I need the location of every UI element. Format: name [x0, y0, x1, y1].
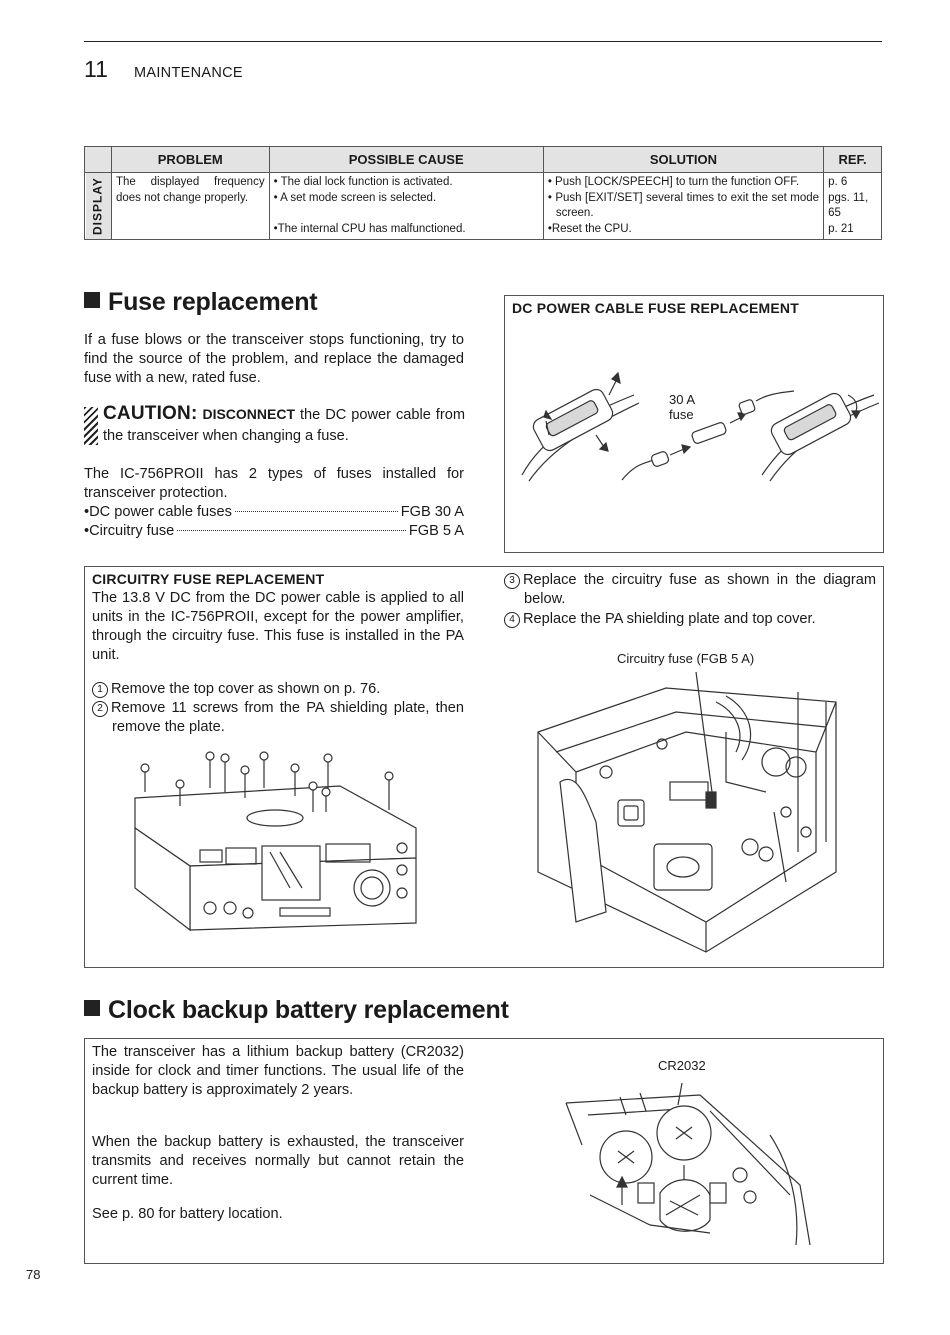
circuitry-box-title: CIRCUITRY FUSE REPLACEMENT	[92, 571, 325, 587]
chapter-number: 11	[84, 56, 108, 82]
solution-3: •Reset the CPU.	[547, 222, 632, 235]
transceiver-diagram	[130, 748, 430, 948]
ref-3: p. 21	[828, 222, 854, 235]
group-label-display: DISPLAY	[85, 173, 112, 240]
col-header-ref: REF.	[824, 147, 882, 173]
header-rule	[84, 41, 882, 42]
ref-2: pgs. 11, 65	[828, 191, 869, 219]
dc-fuse-diagram	[504, 295, 882, 551]
problem-cell: The displayed frequency does not change properly.	[111, 173, 269, 240]
heading-square-icon	[84, 292, 100, 308]
step-2: 2 Remove 11 screws from the PA shielding plate, then remove the plate.	[92, 699, 464, 737]
step-4: 4 Replace the PA shielding plate and top cover.	[504, 610, 876, 629]
fuse-list	[84, 503, 464, 541]
ref-cell	[824, 173, 882, 240]
caution-hatch-icon	[84, 407, 98, 445]
step-number: 4	[504, 612, 520, 628]
caution-body: the DC power cable from the transceiver when changing a fuse.	[103, 407, 465, 444]
ref-1: p. 6	[828, 176, 848, 188]
table-corner	[85, 147, 112, 173]
col-header-cause: POSSIBLE CAUSE	[269, 147, 543, 173]
page-number: 78	[26, 1267, 41, 1282]
battery-para-3: See p. 80 for battery location.	[92, 1206, 283, 1222]
heading-square-icon	[84, 1000, 100, 1016]
col-header-solution: SOLUTION	[543, 147, 823, 173]
step-1: 1 Remove the top cover as shown on p. 76.	[92, 680, 464, 699]
battery-para-1: The transceiver has a lithium backup battery (CR2032) inside for clock and timer functions. The usual life of the backup battery is approximately 2 years.	[92, 1044, 464, 1098]
cause-2: • A set mode screen is selected.	[273, 191, 437, 204]
step-number: 1	[92, 682, 108, 698]
solution-cell	[543, 173, 823, 240]
cause-cell	[269, 173, 543, 240]
circuitry-desc: The 13.8 V DC from the DC power cable is applied to all units in the IC-756PROII, except for the power amplifier, through the circuitry fuse. This fuse is installed in the PA unit.	[92, 590, 464, 663]
fuse-section-heading: Fuse replacement	[84, 288, 317, 317]
pa-unit-diagram	[536, 672, 846, 957]
chapter-title: MAINTENANCE	[134, 65, 243, 81]
list-item: •DC power cable fuses FGB 30 A	[84, 504, 464, 520]
cause-1: • The dial lock function is activated.	[273, 176, 453, 188]
solution-2: • Push [EXIT/SET] several times to exit the set mode screen.	[547, 191, 820, 219]
fuse-intro: If a fuse blows or the transceiver stops functioning, try to find the source of the problem, and replace the damaged fuse with a new, rated fuse.	[84, 332, 464, 386]
cause-3: •The internal CPU has malfunctioned.	[273, 222, 466, 235]
step-3: 3 Replace the circuitry fuse as shown in the diagram below.	[504, 571, 876, 609]
battery-para-2: When the backup battery is exhausted, the transceiver transmits and receives normally but cannot retain the current time.	[92, 1134, 464, 1188]
caution-label: CAUTION:	[103, 403, 198, 424]
battery-diagram	[560, 1075, 810, 1250]
fuse-types-text: The IC-756PROII has 2 types of fuses installed for transceiver protection.	[84, 466, 464, 501]
list-item: •Circuitry fuse FGB 5 A	[84, 523, 464, 539]
battery-section-heading: Clock backup battery replacement	[84, 996, 509, 1025]
table-row	[85, 173, 882, 240]
battery-label: CR2032	[658, 1058, 706, 1073]
circuitry-fuse-label: Circuitry fuse (FGB 5 A)	[617, 651, 755, 666]
solution-1: • Push [LOCK/SPEECH] to turn the function OFF.	[547, 176, 800, 188]
step-number: 3	[504, 573, 520, 589]
fuse-rating-label: 30 A fuse	[669, 392, 696, 422]
caution-disconnect: DISCONNECT	[202, 406, 296, 422]
table-header-row	[85, 147, 882, 173]
caution-text	[103, 403, 465, 447]
troubleshooting-table	[84, 146, 882, 240]
col-header-problem: PROBLEM	[111, 147, 269, 173]
step-number: 2	[92, 701, 108, 717]
dc-fuse-box-title: DC POWER CABLE FUSE REPLACEMENT	[512, 300, 799, 316]
